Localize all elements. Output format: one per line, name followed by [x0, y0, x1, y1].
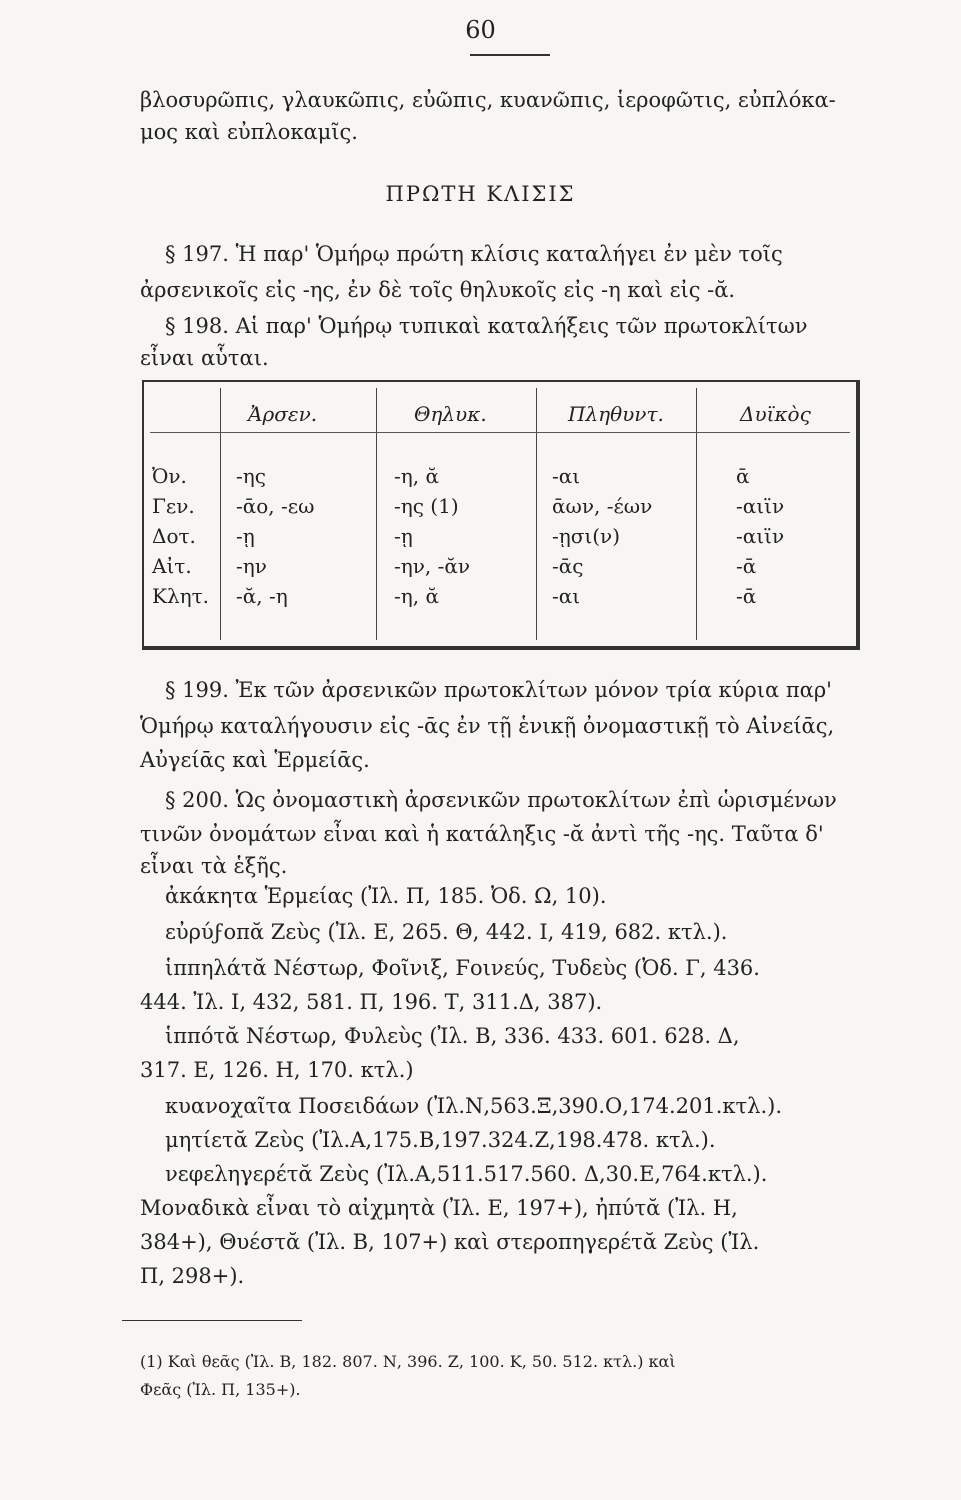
- page-number: 60: [465, 16, 496, 44]
- intro-line: μος καὶ εὐπλοκαμῖς.: [140, 120, 358, 144]
- fem-ending: -η, ᾰ: [394, 584, 439, 608]
- para-197-line: § 197. Ἡ παρ' Ὁμήρῳ πρώτη κλίσις καταλήγει ἐν μὲν τοῖς: [165, 242, 783, 266]
- plural-ending: ᾱων, -έων: [552, 494, 653, 518]
- case-label: Δοτ.: [152, 524, 196, 548]
- masc-ending: -ῃ: [236, 524, 255, 548]
- section-heading: ΠΡΩΤΗ ΚΛΙΣΙΣ: [385, 182, 576, 206]
- footnote-rule: [122, 1320, 302, 1321]
- case-label: Κλητ.: [152, 584, 210, 608]
- masc-ending: -ᾰ, -η: [236, 584, 288, 608]
- example-line: νεφεληγερέτᾰ Ζεὺς (Ἰλ.Α,511.517.560. Δ,30.Ε,764.κτλ.).: [165, 1162, 768, 1186]
- example-line: κυανοχαῖτα Ποσειδάων (Ἰλ.Ν,563.Ξ,390.Ο,174.201.κτλ.).: [165, 1094, 783, 1118]
- header-rule: [470, 54, 550, 56]
- declension-table: [142, 380, 860, 650]
- para-200-line: εἶναι τὰ ἑξῆς.: [140, 854, 288, 878]
- dual-ending: -ᾱ: [736, 554, 757, 578]
- fem-ending: -ης (1): [394, 494, 459, 518]
- table-header-rule: [150, 432, 850, 433]
- dual-ending: ᾱ: [736, 464, 750, 488]
- dual-ending: -αιϊν: [736, 524, 785, 548]
- example-line: μητίετᾰ Ζεὺς (Ἰλ.Α,175.Β,197.324.Ζ,198.478. κτλ.).: [165, 1128, 716, 1152]
- example-line: ἱππηλάτᾰ Νέστωρ, Φοῖνιξ, Ϝοινεύς, Τυδεὺς (Ὀδ. Γ, 436.: [165, 956, 760, 980]
- example-line: 444. Ἰλ. Ι, 432, 581. Π, 196. Τ, 311.Δ, 387).: [140, 990, 603, 1014]
- table-header-masc: Ἀρσεν.: [248, 402, 318, 426]
- table-row: [144, 584, 856, 606]
- para-199-line: Αὐγείᾱς καὶ Ἑρμείᾱς.: [140, 748, 370, 772]
- example-line: ἀκάκητα Ἑρμείας (Ἰλ. Π, 185. Ὀδ. Ω, 10).: [165, 884, 607, 908]
- table-row: [144, 524, 856, 546]
- plural-ending: -ᾱς: [552, 554, 584, 578]
- example-line: 384+), Θυέστᾰ (Ἰλ. Β, 107+) καὶ στεροπηγερέτᾰ Ζεὺς (Ἰλ.: [140, 1230, 760, 1254]
- para-198-line: § 198. Αἱ παρ' Ὁμήρῳ τυπικαὶ καταλήξεις τῶν πρωτοκλίτων: [165, 314, 808, 338]
- para-200-line: τινῶν ὀνομάτων εἶναι καὶ ἡ κατάληξις -ᾰ ἀντὶ τῆς -ης. Ταῦτα δ': [140, 822, 824, 846]
- para-199-line: § 199. Ἐκ τῶν ἀρσενικῶν πρωτοκλίτων μόνον τρία κύρια παρ': [165, 678, 832, 702]
- intro-line: βλοσυρῶπις, γλαυκῶπις, εὐῶπις, κυανῶπις, ἱεροφῶτις, εὐπλόκα-: [140, 88, 836, 112]
- masc-ending: -ᾱο, -εω: [236, 494, 315, 518]
- table-row: [144, 464, 856, 486]
- table-row: [144, 494, 856, 516]
- fem-ending: -η, ᾰ: [394, 464, 439, 488]
- para-197-line: ἀρσενικοῖς εἰς -ης, ἐν δὲ τοῖς θηλυκοῖς εἰς -η καὶ εἰς -ᾰ.: [140, 278, 736, 302]
- para-199-line: Ὁμήρῳ καταλήγουσιν εἰς -ᾱς ἐν τῇ ἑνικῇ ὀνομαστικῇ τὸ Αἰνείᾱς,: [140, 714, 835, 738]
- example-line: 317. Ε, 126. Η, 170. κτλ.): [140, 1058, 414, 1082]
- example-line: Π, 298+).: [140, 1264, 245, 1288]
- para-200-line: § 200. Ὡς ὀνομαστικὴ ἀρσενικῶν πρωτοκλίτων ἐπὶ ὡρισμένων: [165, 788, 837, 812]
- footnote-line: (1) Καὶ θεᾶς (Ἰλ. Β, 182. 807. Ν, 396. Ζ, 100. Κ, 50. 512. κτλ.) καὶ: [140, 1352, 676, 1371]
- masc-ending: -ην: [236, 554, 267, 578]
- dual-ending: -ᾱ: [736, 584, 757, 608]
- example-line: ἱππότᾰ Νέστωρ, Φυλεὺς (Ἰλ. Β, 336. 433. 601. 628. Δ,: [165, 1024, 740, 1048]
- table-header-dual: Δυϊκὸς: [740, 402, 811, 426]
- plural-ending: -αι: [552, 464, 581, 488]
- case-label: Γεν.: [152, 494, 195, 518]
- table-row: [144, 554, 856, 576]
- example-line: Μοναδικὰ εἶναι τὸ αἰχμητὰ (Ἰλ. Ε, 197+), ἠπύτᾰ (Ἰλ. Η,: [140, 1196, 738, 1220]
- plural-ending: -αι: [552, 584, 581, 608]
- example-line: εὐρύϝοπᾰ Ζεὺς (Ἰλ. Ε, 265. Θ, 442. Ι, 419, 682. κτλ.).: [165, 920, 728, 944]
- table-header-plural: Πληθυντ.: [568, 402, 664, 426]
- footnote-line: Φεᾶς (Ἰλ. Π, 135+).: [140, 1380, 301, 1399]
- masc-ending: -ης: [236, 464, 266, 488]
- fem-ending: -ην, -ᾰν: [394, 554, 471, 578]
- case-label: Ὀν.: [152, 464, 187, 488]
- case-label: Αἰτ.: [152, 554, 192, 578]
- dual-ending: -αιϊν: [736, 494, 785, 518]
- fem-ending: -ῃ: [394, 524, 413, 548]
- plural-ending: -ῃσι(ν): [552, 524, 620, 548]
- para-198-line: εἶναι αὗται.: [140, 346, 269, 370]
- table-header-fem: Θηλυκ.: [414, 402, 487, 426]
